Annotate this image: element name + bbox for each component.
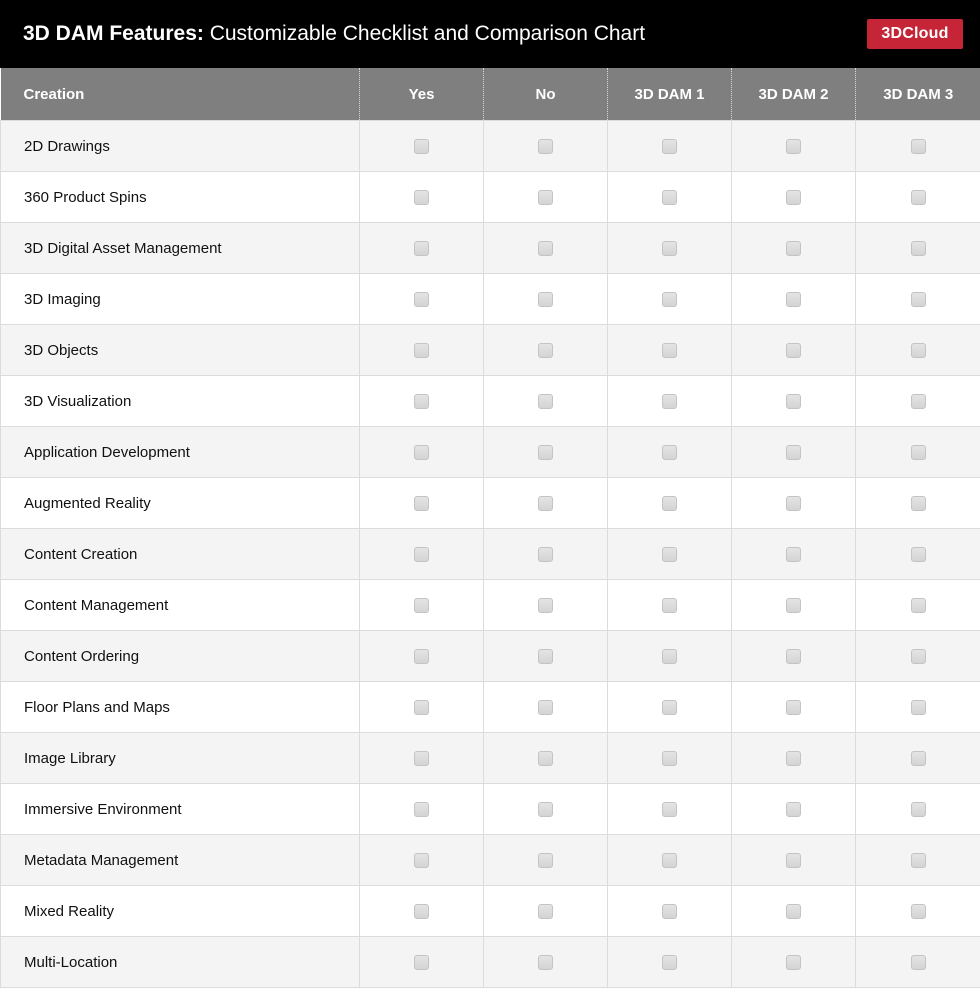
cell-3d-dam-3 [856, 529, 980, 580]
column-header-3d-dam-3: 3D DAM 3 [856, 68, 980, 121]
table-row [1, 580, 980, 631]
checkbox-yes[interactable] [414, 394, 429, 409]
cell-3d-dam-3 [856, 376, 980, 427]
table-row [1, 223, 980, 274]
feature-label: Floor Plans and Maps [1, 682, 360, 733]
checkbox-3d-dam-3[interactable] [911, 955, 926, 970]
table-row [1, 937, 980, 988]
table-row [1, 886, 980, 937]
column-header-creation: Creation [1, 68, 360, 121]
checkbox-no[interactable] [538, 751, 553, 766]
cell-no [484, 172, 608, 223]
checkbox-no[interactable] [538, 241, 553, 256]
checkbox-3d-dam-3[interactable] [911, 394, 926, 409]
checkbox-yes[interactable] [414, 241, 429, 256]
checkbox-3d-dam-2[interactable] [786, 802, 801, 817]
feature-label: Mixed Reality [1, 886, 360, 937]
checkbox-3d-dam-3[interactable] [911, 241, 926, 256]
checkbox-3d-dam-2[interactable] [786, 496, 801, 511]
checkbox-3d-dam-3[interactable] [911, 547, 926, 562]
table-row [1, 835, 980, 886]
cell-3d-dam-2 [732, 733, 856, 784]
checkbox-3d-dam-1[interactable] [662, 139, 677, 154]
cell-3d-dam-3 [856, 121, 980, 172]
checkbox-3d-dam-2[interactable] [786, 343, 801, 358]
checkbox-yes[interactable] [414, 853, 429, 868]
cell-3d-dam-1 [608, 478, 732, 529]
feature-label: Application Development [1, 427, 360, 478]
checkbox-yes[interactable] [414, 598, 429, 613]
checkbox-yes[interactable] [414, 343, 429, 358]
checkbox-yes[interactable] [414, 190, 429, 205]
cell-3d-dam-2 [732, 223, 856, 274]
cell-3d-dam-2 [732, 529, 856, 580]
cell-no [484, 937, 608, 988]
cell-yes [360, 121, 484, 172]
cell-3d-dam-2 [732, 784, 856, 835]
cell-3d-dam-1 [608, 529, 732, 580]
cell-3d-dam-2 [732, 835, 856, 886]
table-row [1, 172, 980, 223]
feature-label: 360 Product Spins [1, 172, 360, 223]
checkbox-3d-dam-3[interactable] [911, 139, 926, 154]
cell-yes [360, 529, 484, 580]
checkbox-no[interactable] [538, 802, 553, 817]
feature-label: Metadata Management [1, 835, 360, 886]
cell-3d-dam-3 [856, 682, 980, 733]
column-header-3d-dam-1: 3D DAM 1 [608, 68, 732, 121]
checkbox-3d-dam-2[interactable] [786, 649, 801, 664]
feature-label: Content Management [1, 580, 360, 631]
cell-yes [360, 172, 484, 223]
checkbox-3d-dam-1[interactable] [662, 547, 677, 562]
checkbox-3d-dam-2[interactable] [786, 241, 801, 256]
checkbox-yes[interactable] [414, 649, 429, 664]
cell-3d-dam-1 [608, 223, 732, 274]
checkbox-3d-dam-1[interactable] [662, 751, 677, 766]
cell-yes [360, 427, 484, 478]
cell-no [484, 274, 608, 325]
checkbox-no[interactable] [538, 904, 553, 919]
cell-3d-dam-2 [732, 172, 856, 223]
cell-yes [360, 325, 484, 376]
checkbox-no[interactable] [538, 649, 553, 664]
checkbox-no[interactable] [538, 853, 553, 868]
table-row [1, 784, 980, 835]
checkbox-3d-dam-2[interactable] [786, 598, 801, 613]
cell-3d-dam-3 [856, 223, 980, 274]
cell-3d-dam-1 [608, 274, 732, 325]
checkbox-no[interactable] [538, 700, 553, 715]
checkbox-no[interactable] [538, 394, 553, 409]
checkbox-3d-dam-3[interactable] [911, 649, 926, 664]
checkbox-yes[interactable] [414, 139, 429, 154]
cell-yes [360, 580, 484, 631]
cell-3d-dam-1 [608, 835, 732, 886]
cell-yes [360, 376, 484, 427]
table-row [1, 733, 980, 784]
checkbox-3d-dam-3[interactable] [911, 802, 926, 817]
checkbox-no[interactable] [538, 139, 553, 154]
checkbox-yes[interactable] [414, 955, 429, 970]
cell-no [484, 529, 608, 580]
cell-no [484, 631, 608, 682]
feature-label: 2D Drawings [1, 121, 360, 172]
cell-no [484, 325, 608, 376]
cell-3d-dam-2 [732, 682, 856, 733]
cell-3d-dam-1 [608, 937, 732, 988]
checkbox-3d-dam-2[interactable] [786, 751, 801, 766]
page-title-rest: Customizable Checklist and Comparison Chart [203, 22, 646, 45]
cell-3d-dam-2 [732, 274, 856, 325]
checkbox-no[interactable] [538, 955, 553, 970]
checkbox-yes[interactable] [414, 292, 429, 307]
cell-yes [360, 886, 484, 937]
cell-yes [360, 835, 484, 886]
cell-3d-dam-2 [732, 376, 856, 427]
checkbox-3d-dam-2[interactable] [786, 853, 801, 868]
table-row [1, 427, 980, 478]
cell-no [484, 682, 608, 733]
checkbox-3d-dam-1[interactable] [662, 955, 677, 970]
checkbox-3d-dam-1[interactable] [662, 904, 677, 919]
checkbox-3d-dam-3[interactable] [911, 292, 926, 307]
cell-3d-dam-3 [856, 937, 980, 988]
cell-3d-dam-3 [856, 325, 980, 376]
cell-no [484, 376, 608, 427]
cell-no [484, 478, 608, 529]
checkbox-no[interactable] [538, 190, 553, 205]
cell-3d-dam-2 [732, 886, 856, 937]
checkbox-3d-dam-1[interactable] [662, 394, 677, 409]
cell-3d-dam-2 [732, 325, 856, 376]
feature-label: Content Ordering [1, 631, 360, 682]
cell-3d-dam-1 [608, 427, 732, 478]
checkbox-3d-dam-1[interactable] [662, 292, 677, 307]
cell-yes [360, 937, 484, 988]
checkbox-3d-dam-3[interactable] [911, 751, 926, 766]
cell-no [484, 121, 608, 172]
feature-label: 3D Digital Asset Management [1, 223, 360, 274]
checkbox-no[interactable] [538, 547, 553, 562]
cell-yes [360, 478, 484, 529]
cell-3d-dam-3 [856, 886, 980, 937]
feature-label: Augmented Reality [1, 478, 360, 529]
feature-label: Multi-Location [1, 937, 360, 988]
checkbox-3d-dam-2[interactable] [786, 190, 801, 205]
cell-3d-dam-1 [608, 733, 732, 784]
table-header-row [1, 68, 980, 121]
cell-3d-dam-2 [732, 631, 856, 682]
cell-3d-dam-1 [608, 886, 732, 937]
cell-3d-dam-1 [608, 376, 732, 427]
cell-no [484, 580, 608, 631]
feature-label: Immersive Environment [1, 784, 360, 835]
checkbox-3d-dam-1[interactable] [662, 445, 677, 460]
cell-yes [360, 631, 484, 682]
feature-label: Image Library [1, 733, 360, 784]
cell-yes [360, 223, 484, 274]
checkbox-no[interactable] [538, 598, 553, 613]
title-bar [0, 0, 980, 68]
checkbox-3d-dam-2[interactable] [786, 445, 801, 460]
feature-label: 3D Objects [1, 325, 360, 376]
cell-3d-dam-1 [608, 682, 732, 733]
cell-3d-dam-3 [856, 580, 980, 631]
cell-3d-dam-2 [732, 478, 856, 529]
checkbox-3d-dam-1[interactable] [662, 343, 677, 358]
cell-3d-dam-3 [856, 631, 980, 682]
checkbox-3d-dam-3[interactable] [911, 343, 926, 358]
checkbox-3d-dam-3[interactable] [911, 853, 926, 868]
feature-label: 3D Imaging [1, 274, 360, 325]
feature-label: Content Creation [1, 529, 360, 580]
checkbox-3d-dam-3[interactable] [911, 700, 926, 715]
checkbox-yes[interactable] [414, 904, 429, 919]
checkbox-3d-dam-1[interactable] [662, 700, 677, 715]
checkbox-yes[interactable] [414, 547, 429, 562]
checkbox-yes[interactable] [414, 700, 429, 715]
cell-yes [360, 784, 484, 835]
cell-3d-dam-1 [608, 580, 732, 631]
checkbox-3d-dam-3[interactable] [911, 496, 926, 511]
table-row [1, 376, 980, 427]
checkbox-3d-dam-1[interactable] [662, 598, 677, 613]
checkbox-3d-dam-2[interactable] [786, 904, 801, 919]
checkbox-3d-dam-2[interactable] [786, 394, 801, 409]
checkbox-3d-dam-1[interactable] [662, 853, 677, 868]
checkbox-yes[interactable] [414, 802, 429, 817]
cell-yes [360, 733, 484, 784]
checkbox-3d-dam-3[interactable] [911, 445, 926, 460]
checkbox-yes[interactable] [414, 496, 429, 511]
checkbox-3d-dam-1[interactable] [662, 802, 677, 817]
cell-3d-dam-3 [856, 427, 980, 478]
checkbox-3d-dam-3[interactable] [911, 598, 926, 613]
column-header-3d-dam-2: 3D DAM 2 [732, 68, 856, 121]
cell-3d-dam-3 [856, 478, 980, 529]
checkbox-3d-dam-3[interactable] [911, 190, 926, 205]
cell-3d-dam-3 [856, 784, 980, 835]
checkbox-3d-dam-1[interactable] [662, 190, 677, 205]
cell-3d-dam-3 [856, 835, 980, 886]
page-title [23, 22, 645, 46]
cell-3d-dam-1 [608, 172, 732, 223]
checkbox-3d-dam-2[interactable] [786, 547, 801, 562]
feature-checklist-table [0, 68, 980, 988]
cell-3d-dam-1 [608, 784, 732, 835]
table-row [1, 682, 980, 733]
checkbox-3d-dam-1[interactable] [662, 496, 677, 511]
cell-3d-dam-2 [732, 580, 856, 631]
cell-no [484, 886, 608, 937]
checkbox-yes[interactable] [414, 445, 429, 460]
cell-3d-dam-3 [856, 172, 980, 223]
cell-no [484, 784, 608, 835]
cell-yes [360, 274, 484, 325]
table-row [1, 478, 980, 529]
checkbox-3d-dam-2[interactable] [786, 955, 801, 970]
cell-yes [360, 682, 484, 733]
column-header-no: No [484, 68, 608, 121]
cell-no [484, 223, 608, 274]
checkbox-no[interactable] [538, 445, 553, 460]
table-row [1, 121, 980, 172]
cell-no [484, 733, 608, 784]
table-row [1, 325, 980, 376]
cell-3d-dam-2 [732, 937, 856, 988]
checkbox-3d-dam-3[interactable] [911, 904, 926, 919]
cell-no [484, 427, 608, 478]
brand-logo: 3DCloud [867, 19, 963, 49]
column-header-yes: Yes [360, 68, 484, 121]
cell-3d-dam-3 [856, 733, 980, 784]
checkbox-yes[interactable] [414, 751, 429, 766]
cell-3d-dam-1 [608, 631, 732, 682]
cell-3d-dam-2 [732, 121, 856, 172]
cell-3d-dam-1 [608, 121, 732, 172]
table-row [1, 529, 980, 580]
checkbox-3d-dam-2[interactable] [786, 700, 801, 715]
table-row [1, 631, 980, 682]
checkbox-no[interactable] [538, 343, 553, 358]
cell-3d-dam-2 [732, 427, 856, 478]
cell-3d-dam-3 [856, 274, 980, 325]
checkbox-3d-dam-2[interactable] [786, 139, 801, 154]
checkbox-3d-dam-1[interactable] [662, 241, 677, 256]
cell-no [484, 835, 608, 886]
page-title-bold: 3D DAM Features: [23, 22, 204, 45]
checkbox-no[interactable] [538, 292, 553, 307]
checkbox-3d-dam-2[interactable] [786, 292, 801, 307]
cell-3d-dam-1 [608, 325, 732, 376]
checkbox-3d-dam-1[interactable] [662, 649, 677, 664]
table-row [1, 274, 980, 325]
feature-label: 3D Visualization [1, 376, 360, 427]
checkbox-no[interactable] [538, 496, 553, 511]
